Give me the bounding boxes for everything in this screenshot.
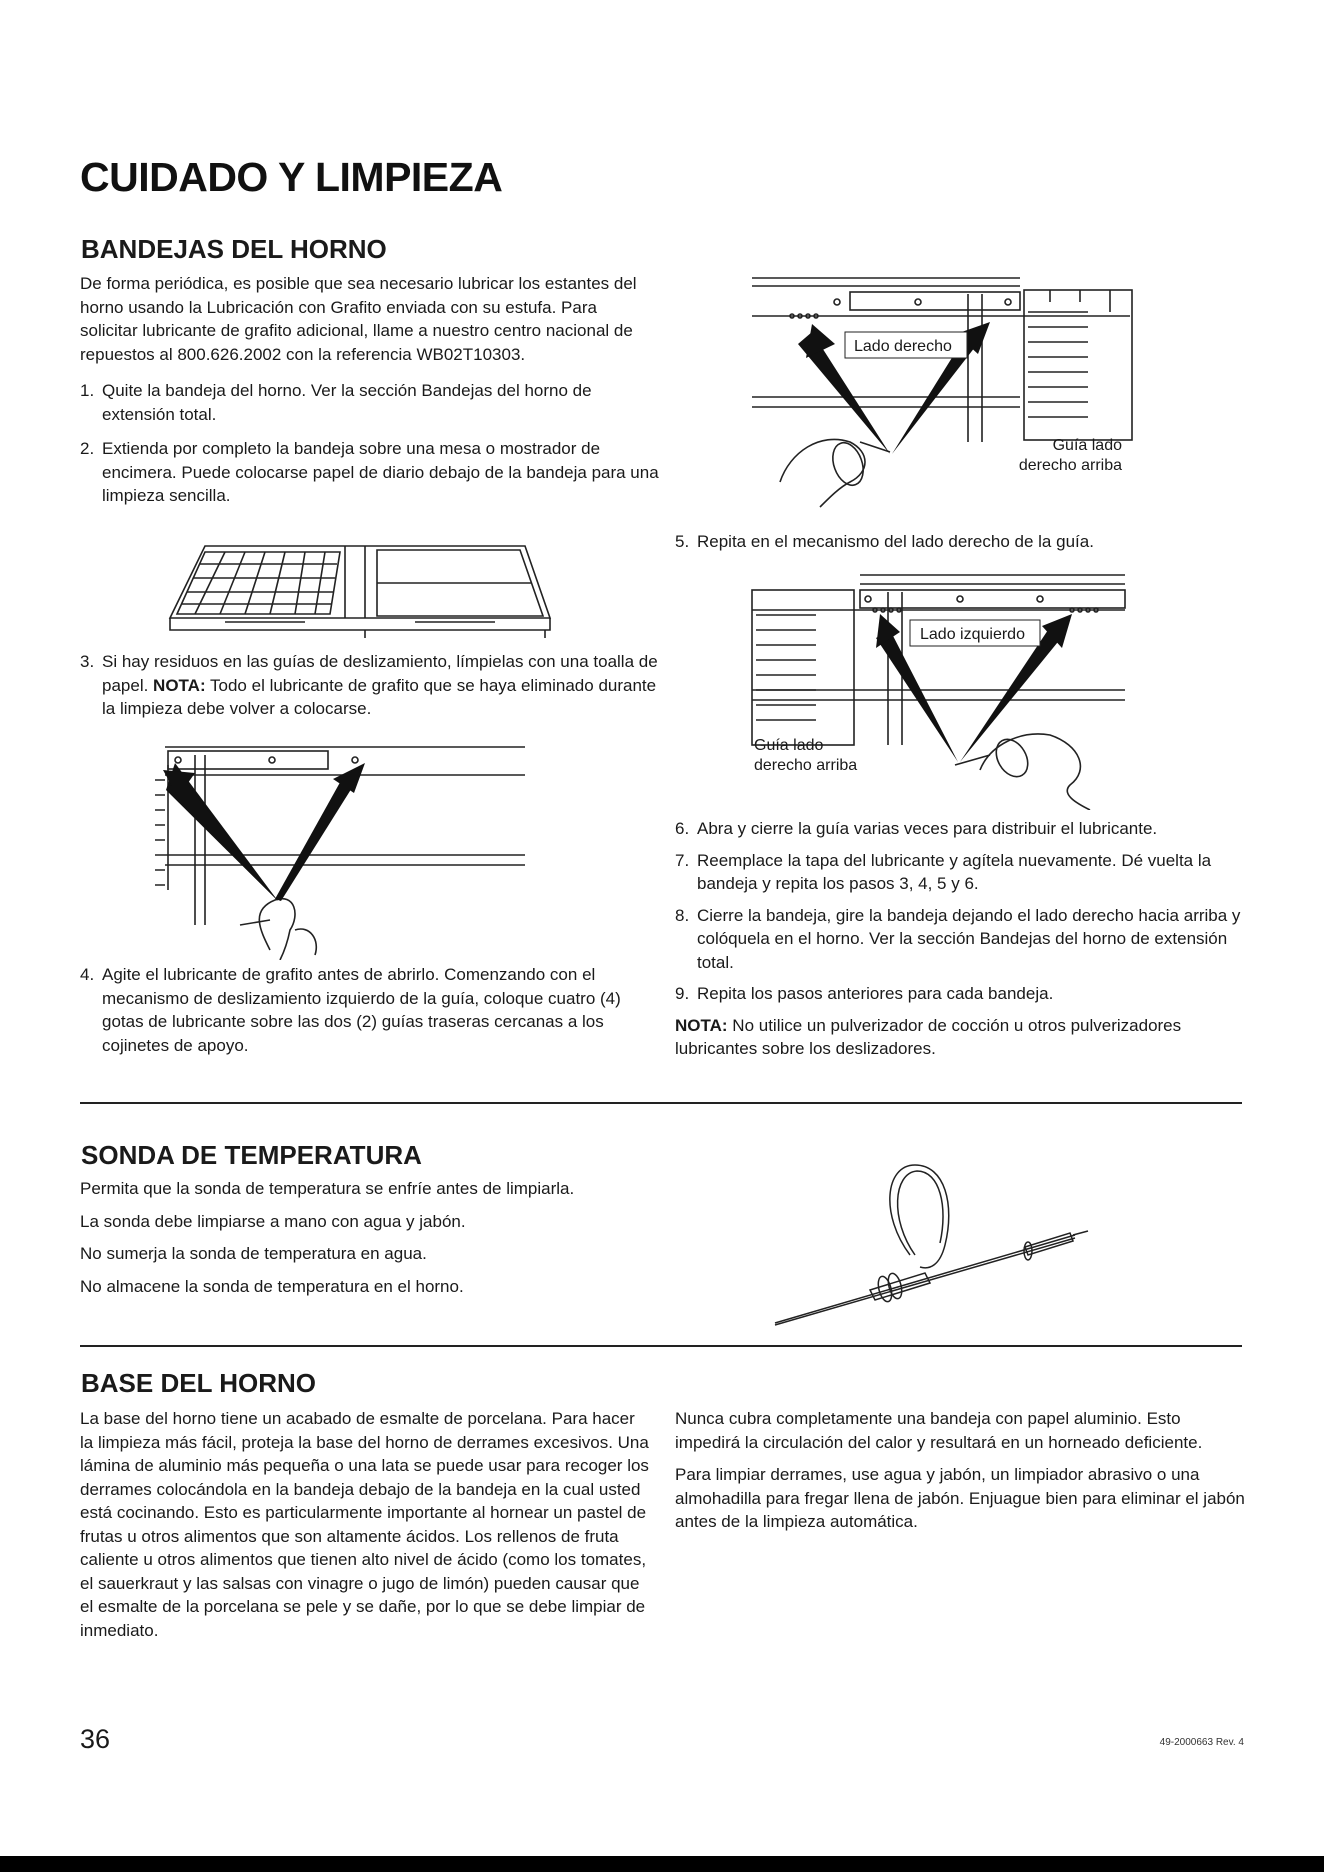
racks-left-column-b (80, 650, 660, 721)
right-slide-lubrication-illustration (750, 272, 1140, 510)
step-text: Si hay residuos en las guías de deslizamiento, límpielas con una toalla de papel. NOTA: Todo el lubricante de grafito que se haya eliminado durante la limpieza debe volver a colocarse. (102, 652, 658, 718)
probe-line: Permita que la sonda de temperatura se enfríe antes de limpiarla. (80, 1179, 575, 1198)
bottom-bar (0, 1856, 1324, 1872)
note-label: NOTA: (675, 1015, 728, 1035)
step-number: 9. (675, 984, 690, 1003)
step-text: Repita los pasos anteriores para cada bandeja. (697, 984, 1054, 1003)
step-number: 8. (675, 905, 690, 925)
racks-left-column (80, 272, 660, 508)
divider (80, 1102, 1242, 1104)
note-label: NOTA: (153, 675, 206, 695)
step-1 (80, 379, 660, 426)
document-reference: 49-2000663 Rev. 4 (1159, 1737, 1244, 1748)
step-2 (80, 437, 660, 508)
racks-left-column-c (80, 963, 660, 1057)
step-text: Repita en el mecanismo del lado derecho de la guía. (697, 532, 1094, 551)
label-right-side: Lado derecho (854, 338, 952, 355)
base-paragraph: La base del horno tiene un acabado de esmalte de porcelana. Para hacer la limpieza más fácil, proteja la base del horno de derrames excesivos. Una lámina de aluminio más pequeña o una lata se puede usar para recoger los derrames colocándola en la bandeja debajo de la bandeja en la cual usted está cocinando. Esto es particularmente importante al hornear un pastel de frutas u otros alimentos que son altamente ácidos. Los rellenos de fruta caliente u otros alimentos que tienen alto nivel de ácido (como los tomates, el sauerkraut y las salsas con vinagre o jugo de limón) pueden causar que el esmalte de la porcelana se pele y se dañe, por lo que se debe limpiar de inmediato. (80, 1409, 649, 1640)
label-guide-2: derecho arriba (1018, 457, 1122, 474)
step-text: Quite la bandeja del horno. Ver la sección Bandejas del horno de extensión total. (102, 381, 592, 424)
base-heading: BASE DEL HORNO (81, 1368, 316, 1398)
base-paragraph: Nunca cubra completamente una bandeja con papel aluminio. Esto impedirá la circulación del calor y resultará en un horneado deficiente. (675, 1409, 1203, 1452)
probe-line: No almacene la sonda de temperatura en el horno. (80, 1276, 464, 1296)
step-3 (80, 650, 660, 721)
label-guide-1: Guía lado (1052, 437, 1122, 454)
left-slide-lubrication-illustration (150, 735, 530, 960)
probe-line: La sonda debe limpiarse a mano con agua y jabón. (80, 1211, 466, 1231)
step-7 (675, 849, 1255, 896)
temperature-probe-illustration (770, 1155, 1100, 1330)
step-number: 4. (80, 965, 95, 984)
racks-right-column-b (675, 817, 1255, 1061)
step-text: Abra y cierre la guía varias veces para distribuir el lubricante. (697, 819, 1158, 838)
step-number: 6. (675, 819, 690, 838)
racks-right-column-a (675, 530, 1255, 554)
racks-intro: De forma periódica, es posible que sea necesario lubricar los estantes del horno usando la Lubricación con Grafito enviada con su estufa. Para solicitar lubricante de grafito adicional, llame a nuestro centro nacional de repuestos al 800.626.2002 con la referencia WB02T10303. (80, 274, 637, 364)
step-4 (80, 963, 660, 1057)
step-number: 2. (80, 439, 95, 458)
divider (80, 1345, 1242, 1347)
page-title: CUIDADO Y LIMPIEZA (80, 154, 503, 200)
page-number: 36 (80, 1724, 111, 1754)
step-text: Extienda por completo la bandeja sobre una mesa o mostrador de encimera. Puede colocarse papel de diario debajo de la bandeja para una limpieza sencilla. (102, 439, 659, 505)
racks-note: NOTA: No utilice un pulverizador de cocción u otros pulverizadores lubricantes sobre los deslizadores. (675, 1015, 1182, 1058)
base-left-column (80, 1407, 650, 1642)
step-6 (675, 817, 1255, 841)
label-guide-1: Guía lado (754, 737, 824, 754)
base-right-column (675, 1407, 1250, 1534)
extended-rack-illustration (165, 538, 555, 648)
step-5 (675, 530, 1255, 554)
step-number: 1. (80, 381, 95, 400)
base-paragraph: Para limpiar derrames, use agua y jabón, un limpiador abrasivo o una almohadilla para fregar llena de jabón. Enjuague bien para eliminar el jabón antes de la limpieza automática. (675, 1465, 1245, 1531)
racks-heading: BANDEJAS DEL HORNO (81, 234, 387, 264)
label-guide-2: derecho arriba (754, 757, 858, 774)
step-8 (675, 904, 1255, 975)
probe-line: No sumerja la sonda de temperatura en agua. (80, 1244, 427, 1263)
step-number: 5. (675, 532, 690, 551)
step-text: Cierre la bandeja, gire la bandeja dejando el lado derecho hacia arriba y colóquela en el horno. Ver la sección Bandejas del horno de extensión total. (697, 905, 1241, 972)
step-9 (675, 982, 1255, 1006)
step-number: 7. (675, 850, 690, 870)
left-side-lubrication-illustration (750, 570, 1140, 810)
probe-heading: SONDA DE TEMPERATURA (81, 1140, 422, 1170)
step-text: Agite el lubricante de grafito antes de abrirlo. Comenzando con el mecanismo de deslizamiento izquierdo de la guía, coloque cuatro (4) gotas de lubricante sobre las dos (2) guías traseras cercanas a los cojinetes de apoyo. (102, 965, 621, 1055)
step-text: Reemplace la tapa del lubricante y agítela nuevamente. Dé vuelta la bandeja y repita los pasos 3, 4, 5 y 6. (697, 850, 1212, 893)
step-number: 3. (80, 652, 95, 671)
label-left-side: Lado izquierdo (920, 626, 1025, 643)
probe-text (80, 1177, 680, 1298)
